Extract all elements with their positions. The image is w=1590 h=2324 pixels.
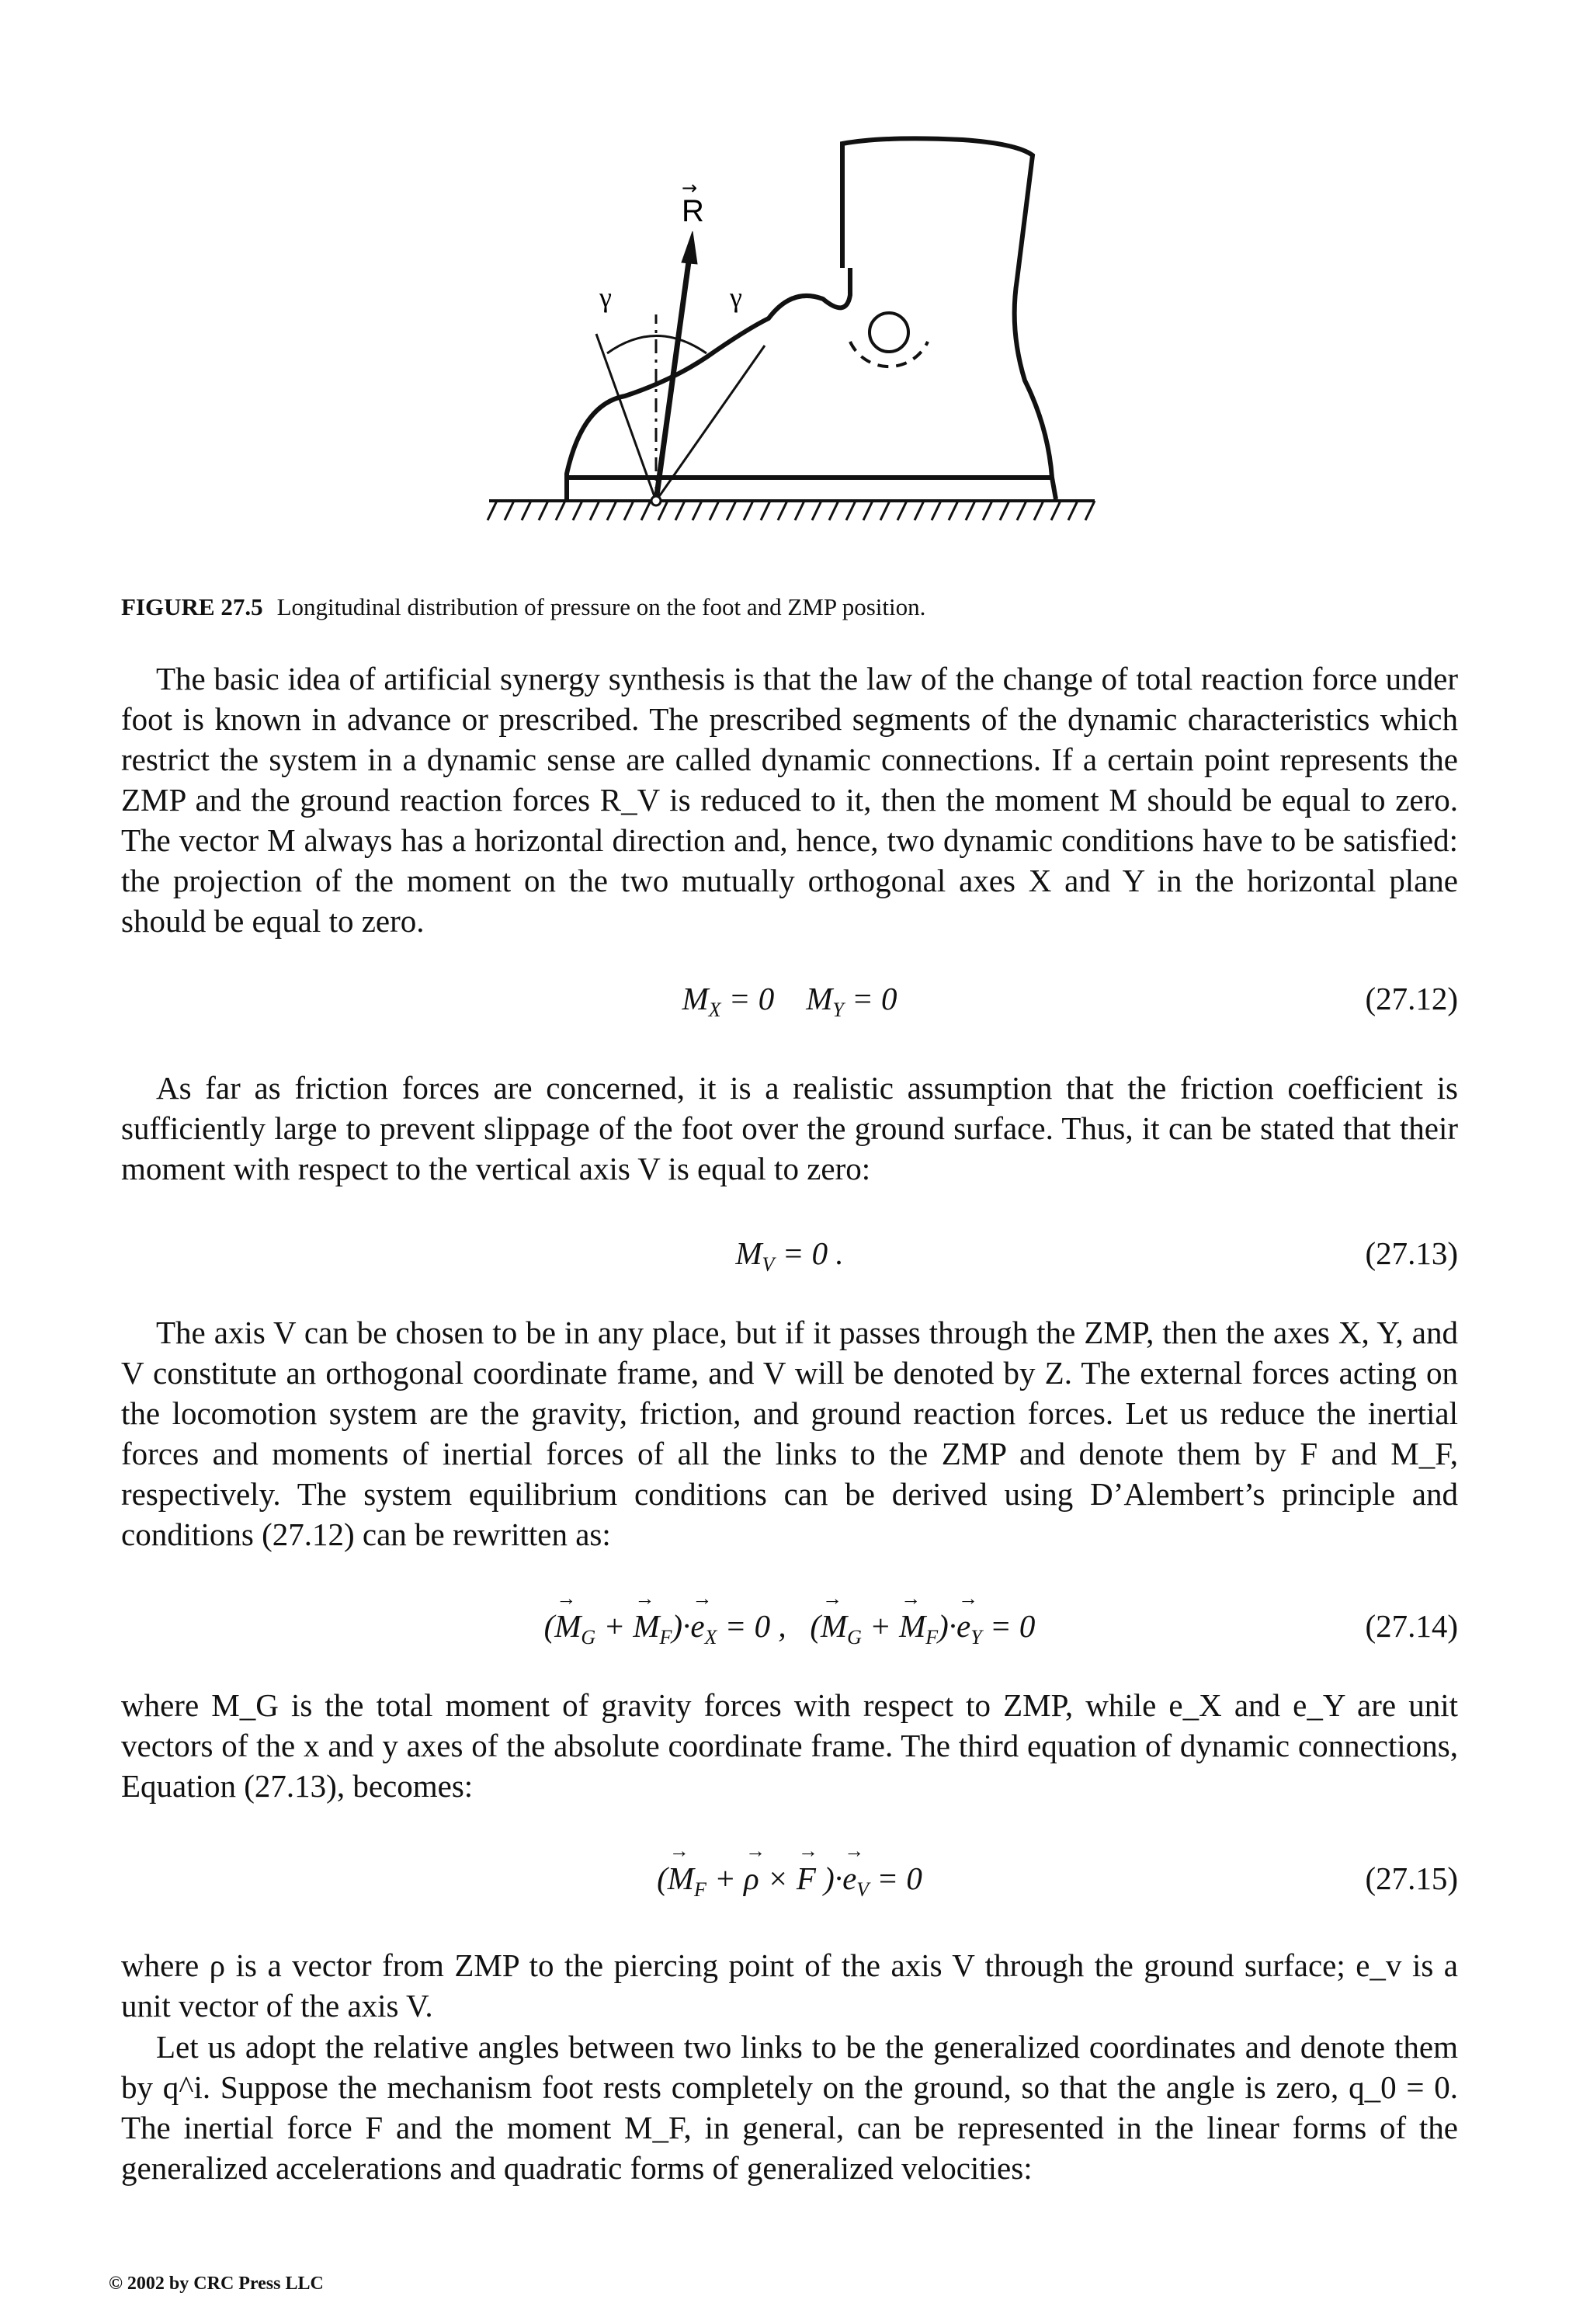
- hatch-mark: [812, 501, 821, 520]
- figure-caption: [121, 593, 925, 621]
- hatch-mark: [522, 501, 531, 520]
- hatch-mark: [675, 501, 685, 520]
- hatch-mark: [1068, 501, 1078, 520]
- hatch-mark: [778, 501, 787, 520]
- foot-pressure-figure: [481, 132, 1102, 567]
- hatch-mark: [607, 501, 616, 520]
- paragraph-1: The basic idea of artificial synergy synthesis is that the law of the change of total reaction force under foot is known in advance or prescribed. The prescribed segments of the dynamic characteristics which restrict the system in a dynamic sense are called dynamic connections. If a certain point represents the ZMP and the ground reaction forces R_V is reduced to it, then the moment M should be equal to zero. The vector M always has a horizontal direction and, hence, two dynamic conditions have to be satisfied: the projection of the moment on the two mutually orthogonal axes X and Y in the horizontal plane should be equal to zero.: [121, 661, 1458, 939]
- equation-27-13-number: (27.13): [1365, 1235, 1458, 1271]
- hatch-mark: [641, 501, 651, 520]
- hatch-mark: [1051, 501, 1061, 520]
- equation-27-13: [121, 1235, 1458, 1281]
- hatch-mark: [932, 501, 941, 520]
- ankle-joint: [850, 313, 928, 366]
- hatch-mark: [573, 501, 582, 520]
- equation-27-12-expr: $M_X = 0$ $M_Y = 0$: [682, 981, 897, 1022]
- equation-27-15: [121, 1860, 1458, 1906]
- hatch-mark: [949, 501, 958, 520]
- hatch-mark: [556, 501, 565, 520]
- paragraph-6: Let us adopt the relative angles between two links to be the generalized coordinates and denote them by q^i. Suppose the mechanism foot rests completely on the ground, so that the angle is zero, q_0 = 0. The inertial force F and the moment M_F, in general, can be represented in the linear forms of the generalized accelerations and quadratic forms of generalized velocities:: [121, 2029, 1458, 2186]
- hatch-mark: [710, 501, 719, 520]
- hatch-mark: [539, 501, 548, 520]
- paragraph-2: As far as friction forces are concerned, it is a realistic assumption that the friction coefficient is sufficiently large to prevent slippage of the foot over the ground surface. Thus, it can be stated that their moment with respect to the vertical axis V is equal to zero:: [121, 1070, 1458, 1186]
- equation-27-12-number: (27.12): [1365, 981, 1458, 1016]
- hatch-mark: [488, 501, 497, 520]
- copyright-footer: © 2002 by CRC Press LLC: [109, 2274, 324, 2294]
- hatch-mark: [897, 501, 907, 520]
- zmp-point: [651, 496, 661, 505]
- hatch-mark: [915, 501, 924, 520]
- hatch-mark: [744, 501, 753, 520]
- label-r: R: [682, 194, 704, 228]
- label-gamma-right: γ: [730, 282, 742, 313]
- hatch-mark: [1085, 501, 1095, 520]
- hatch-mark: [983, 501, 992, 520]
- hatch-mark: [505, 501, 514, 520]
- hatch-mark: [1017, 501, 1026, 520]
- hatch-mark: [795, 501, 804, 520]
- hatch-mark: [624, 501, 634, 520]
- hatch-mark: [846, 501, 856, 520]
- figure-label: FIGURE 27.5: [121, 593, 263, 620]
- paragraph-4: where M_G is the total moment of gravity forces with respect to ZMP, while e_X and e_Y are unit vectors of the x and y axes of the absolute coordinate frame. The third equation of dynamic connections, Equation (27.13), becomes:: [121, 1687, 1458, 1804]
- hatch-mark: [1000, 501, 1009, 520]
- equation-27-13-expr: $M_V = 0$ .: [735, 1235, 844, 1277]
- hatch-mark: [1034, 501, 1043, 520]
- paragraph-5: where ρ is a vector from ZMP to the piercing point of the axis V through the ground surface; e_v is a unit vector of the axis V.: [121, 1947, 1458, 2024]
- hatch-mark: [590, 501, 599, 520]
- hatch-mark: [966, 501, 975, 520]
- label-r-arrow: →: [682, 177, 698, 199]
- caption-text: Longitudinal distribution of pressure on the foot and ZMP position.: [276, 593, 926, 620]
- equation-27-12: [121, 980, 1458, 1027]
- hatch-mark: [863, 501, 873, 520]
- hatch-mark: [693, 501, 702, 520]
- ground-hatching: [488, 501, 1095, 520]
- pressure-cone: [596, 314, 765, 501]
- hatch-mark: [880, 501, 890, 520]
- equation-27-14-expr: (→ $M_G$ + → $M_F)\cdot\to e_X = 0$ , (→ $M_G$ + → $M_F)\cdot\to e_Y = 0$: [121, 1607, 1458, 1649]
- hatch-mark: [761, 501, 770, 520]
- equation-27-14-number: (27.14): [1365, 1608, 1458, 1644]
- hatch-mark: [727, 501, 736, 520]
- label-gamma-left: γ: [599, 282, 612, 313]
- paragraph-3: The axis V can be chosen to be in any place, but if it passes through the ZMP, then the axes X, Y, and V constitute an orthogonal coordinate frame, and V will be denoted by Z. The external forces acting on the locomotion system are the gravity, friction, and ground reaction forces. Let us reduce the inertial forces and moments of inertial forces of all the links to the ZMP and denote them by F and M_F, respectively. The system equilibrium conditions can be derived using D’Alembert’s principle and conditions (27.12) can be rewritten as:: [121, 1315, 1458, 1552]
- equation-27-15-number: (27.15): [1365, 1860, 1458, 1896]
- foot-outline: [567, 138, 1056, 499]
- hatch-mark: [829, 501, 838, 520]
- equation-27-15-expr: (→ $M_F$ + → ρ × → F )·→ $e_V = 0$: [121, 1860, 1458, 1902]
- equation-27-14: [121, 1607, 1458, 1654]
